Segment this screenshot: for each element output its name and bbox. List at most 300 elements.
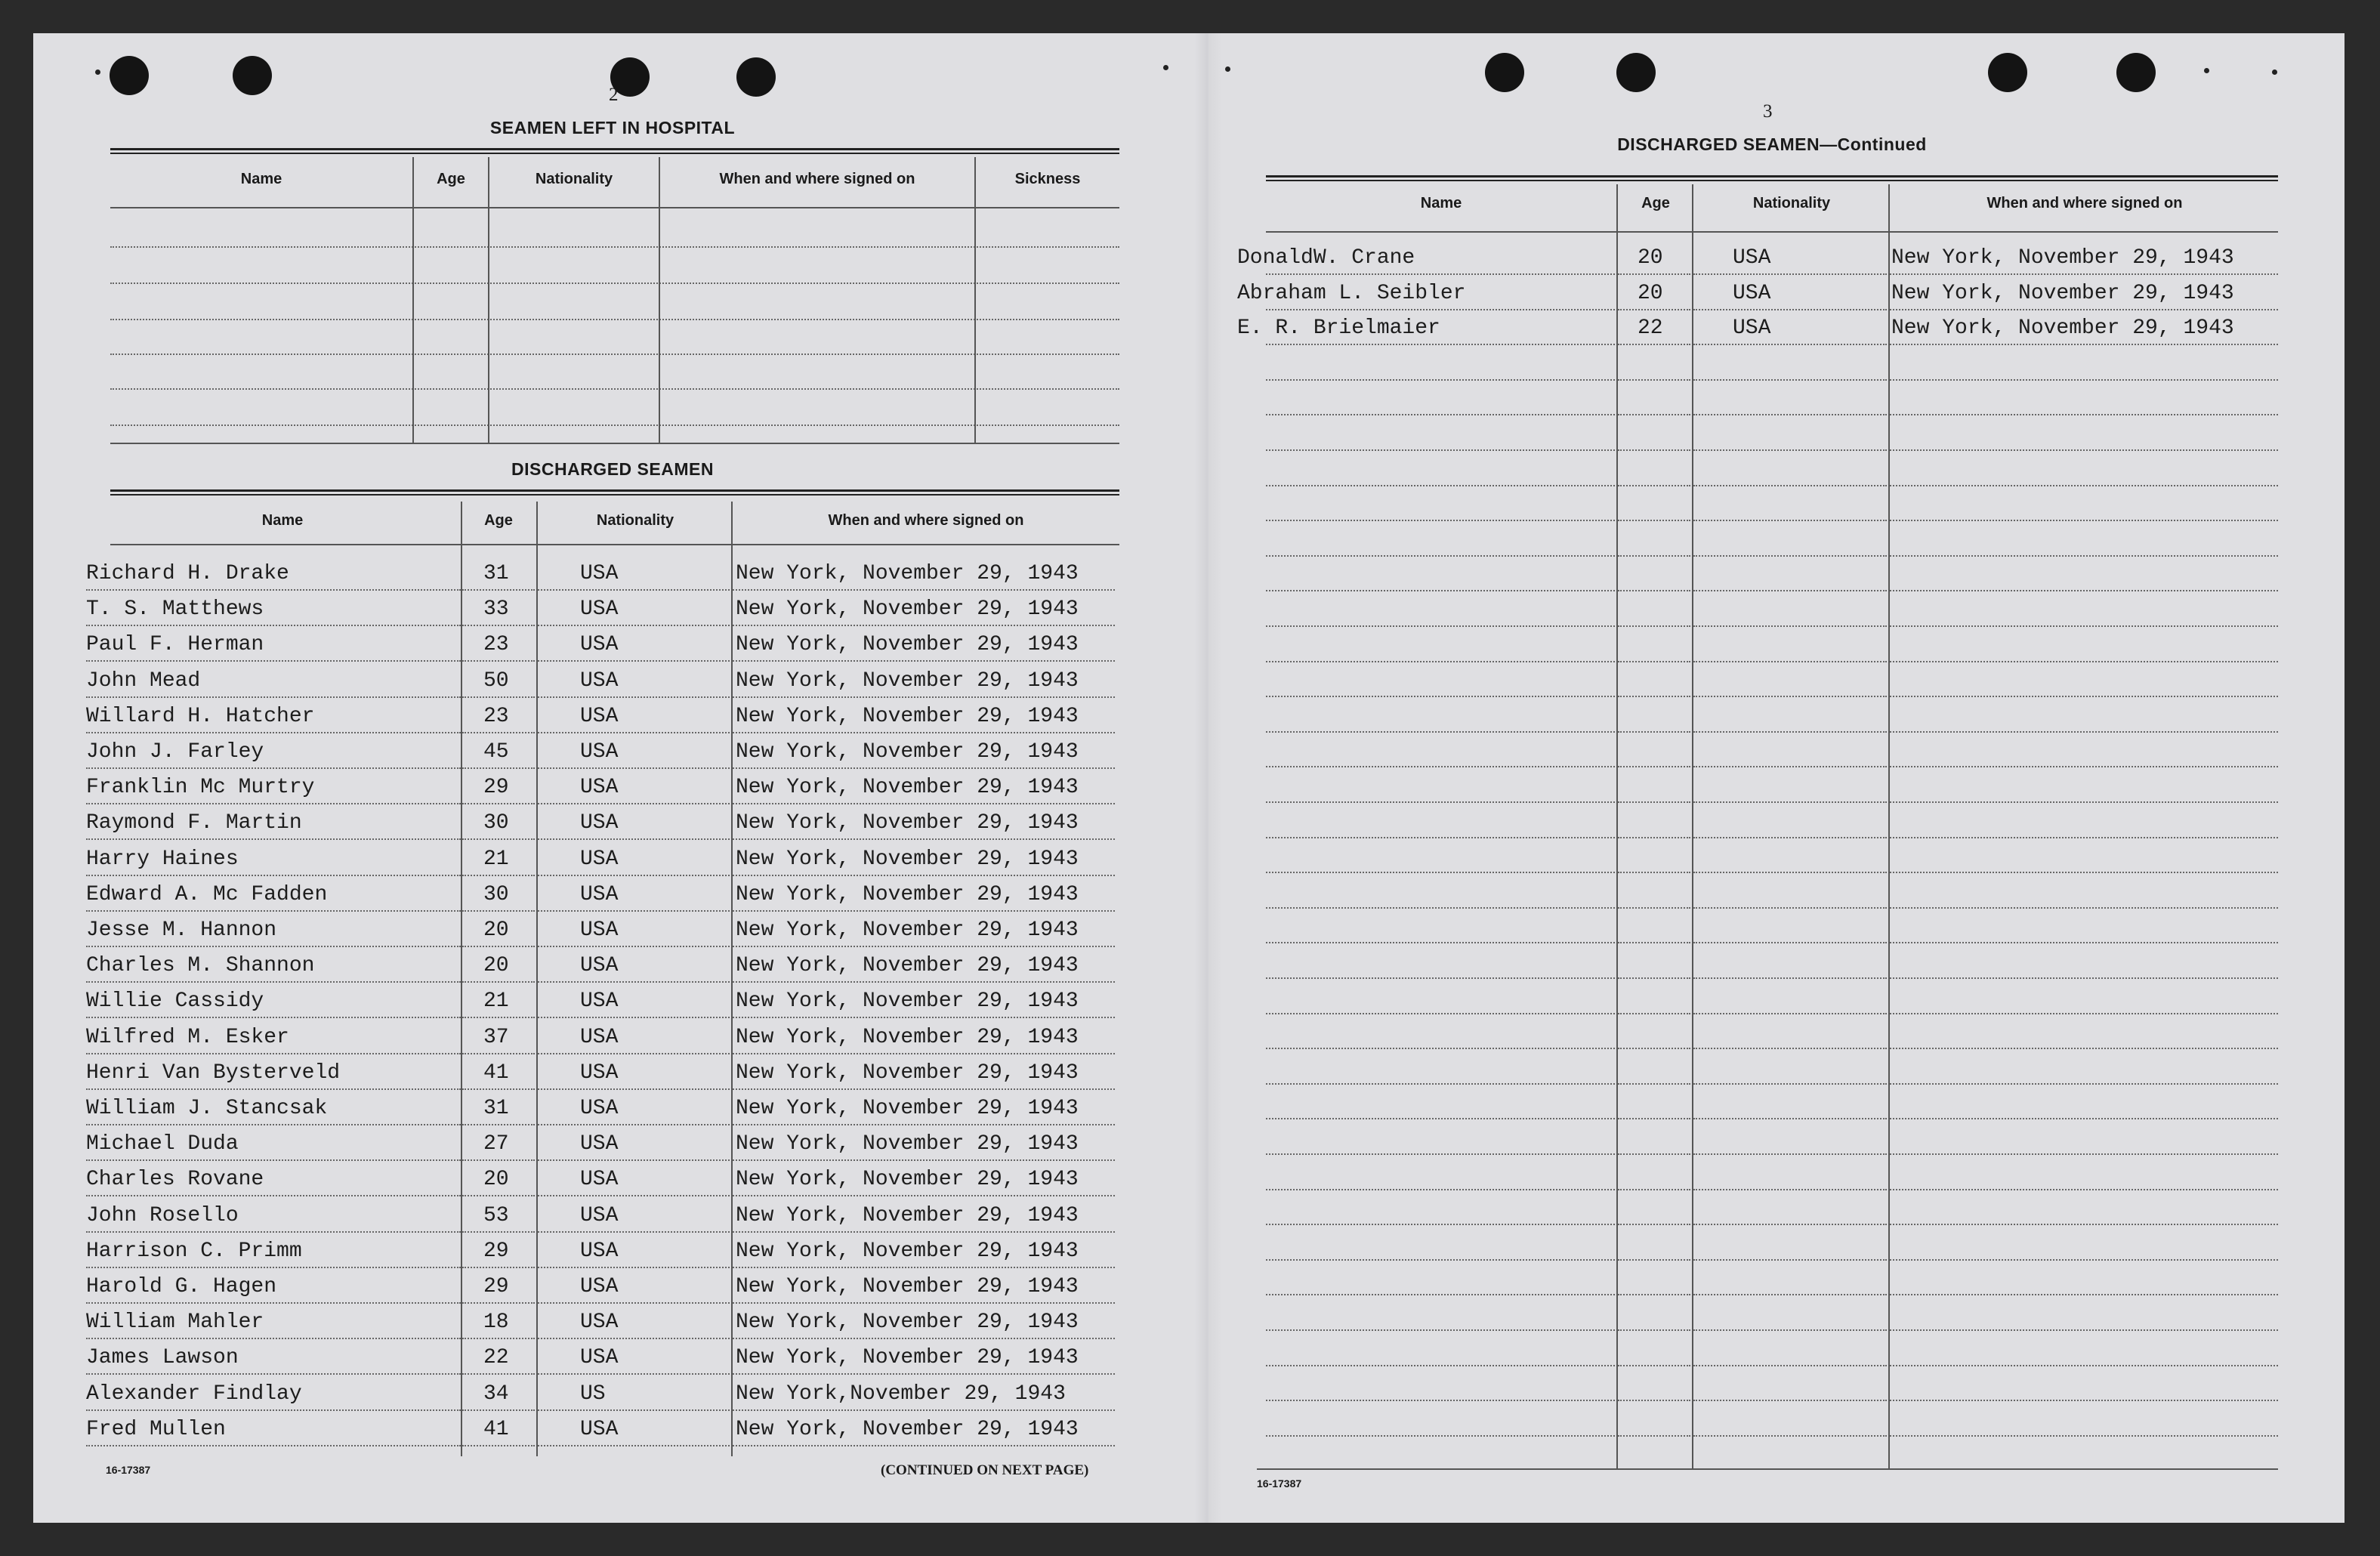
table-row-line [462, 1445, 535, 1446]
table-row-line [86, 910, 461, 912]
table-bottom-rule [1257, 1468, 2278, 1470]
table-row-line [1266, 625, 1615, 627]
table-row-line [538, 803, 730, 804]
table-row-line [1890, 449, 2278, 451]
seaman-name: Fred Mullen [86, 1417, 226, 1441]
table-row-line [86, 1338, 461, 1339]
seaman-name: T. S. Matthews [86, 597, 264, 622]
table-row-line [1693, 1400, 1887, 1401]
binder-hole [110, 56, 149, 95]
seaman-signed-on: New York, November 29, 1943 [736, 847, 1079, 871]
seaman-signed-on: New York,November 29, 1943 [736, 1382, 1066, 1406]
table-row-line [1266, 1083, 1615, 1085]
seaman-signed-on: New York, November 29, 1943 [736, 882, 1079, 906]
table-row-line [1890, 520, 2278, 521]
table-row-line [1618, 1435, 1690, 1437]
header-rule [1266, 231, 2278, 233]
table-row-line [110, 282, 1119, 284]
header-signed-on: When and where signed on [1986, 195, 2183, 211]
header-name: Name [261, 512, 304, 529]
seaman-age: 50 [483, 668, 509, 693]
table-row-line [86, 1409, 461, 1411]
table-row-line [1693, 907, 1887, 909]
seaman-name: DonaldW. Crane [1237, 246, 1415, 270]
table-row-line [538, 838, 730, 840]
seaman-name: Paul F. Herman [86, 633, 264, 657]
table-row-line [1693, 1365, 1887, 1366]
table-row-line [1266, 696, 1615, 697]
table-row-line [1618, 872, 1690, 873]
table-row-line [1266, 449, 1615, 451]
seaman-name: Wilfred M. Esker [86, 1025, 289, 1049]
table-row-line [1693, 344, 1887, 345]
seaman-name: William Mahler [86, 1311, 264, 1335]
seaman-signed-on: New York, November 29, 1943 [736, 668, 1079, 693]
table-row-line [1890, 1400, 2278, 1401]
table-row-line [86, 981, 461, 983]
seaman-nationality: USA [580, 633, 619, 657]
table-row-line [733, 1195, 1115, 1196]
table-row-line [538, 1445, 730, 1446]
header-name: Name [1420, 195, 1462, 211]
seaman-nationality: USA [580, 597, 619, 622]
table-row-line [86, 1373, 461, 1375]
seaman-age: 41 [483, 1060, 509, 1085]
table-row-line [86, 875, 461, 876]
table-row-line [462, 589, 535, 591]
table-row-line [1693, 555, 1887, 557]
seaman-nationality: USA [580, 1060, 619, 1085]
table-row-line [1266, 942, 1615, 943]
seaman-name: Edward A. Mc Fadden [86, 882, 328, 906]
seaman-age: 18 [483, 1311, 509, 1335]
table-row-line [1618, 942, 1690, 943]
table-row-line [1693, 942, 1887, 943]
table-row-line [1266, 414, 1615, 415]
table-row-line [1890, 1048, 2278, 1049]
table-row-line [86, 1231, 461, 1233]
seaman-signed-on: New York, November 29, 1943 [736, 918, 1079, 942]
seaman-name: Harold G. Hagen [86, 1275, 277, 1298]
table-row-line [1618, 485, 1690, 486]
table-row-line [462, 1088, 535, 1090]
table-row-line [462, 803, 535, 804]
table-row-line [462, 696, 535, 698]
speck-mark [2204, 68, 2209, 73]
table-row-line [1618, 1259, 1690, 1261]
table-row-line [1266, 590, 1615, 591]
section-rule [110, 148, 1119, 154]
seaman-nationality: USA [580, 1132, 619, 1156]
seaman-name: John J. Farley [86, 740, 264, 764]
speck-mark [1163, 65, 1168, 70]
page-number: 3 [1763, 101, 1773, 122]
table-row-line [462, 767, 535, 769]
table-row-line [1890, 590, 2278, 591]
table-row-line [1266, 766, 1615, 767]
table-row-line [1618, 661, 1690, 662]
seaman-age: 22 [1638, 316, 1663, 341]
seaman-age: 33 [483, 597, 509, 622]
seaman-name: Henri Van Bysterveld [86, 1060, 341, 1085]
table-row-line [1890, 942, 2278, 943]
seaman-age: 31 [483, 1097, 509, 1120]
table-row-line [1693, 273, 1887, 275]
binder-hole [1988, 53, 2027, 92]
table-row-line [1693, 977, 1887, 979]
column-divider [536, 502, 538, 1456]
table-row-line [538, 910, 730, 912]
table-row-line [1693, 872, 1887, 873]
table-row-line [1693, 309, 1887, 310]
seaman-nationality: USA [1733, 316, 1771, 341]
table-row-line [1266, 731, 1615, 733]
table-row-line [1693, 1013, 1887, 1014]
binder-hole [233, 56, 272, 95]
table-row-line [733, 625, 1115, 626]
table-row-line [1890, 273, 2278, 275]
table-row-line [1266, 837, 1615, 838]
header-age: Age [484, 512, 513, 529]
seaman-signed-on: New York, November 29, 1943 [1891, 316, 2234, 341]
header-name: Name [240, 171, 282, 187]
table-row-line [462, 660, 535, 662]
table-row-line [1890, 1365, 2278, 1366]
table-row-line [1693, 520, 1887, 521]
table-row-line [1618, 1013, 1690, 1014]
table-row-line [86, 1267, 461, 1268]
table-row-line [1618, 520, 1690, 521]
table-row-line [462, 1017, 535, 1018]
seaman-nationality: USA [580, 954, 619, 978]
table-row-line [86, 1017, 461, 1018]
seaman-nationality: USA [580, 1097, 619, 1120]
seaman-name: Harrison C. Primm [86, 1239, 302, 1263]
table-row-line [86, 625, 461, 626]
table-row-line [1618, 1400, 1690, 1401]
table-row-line [1618, 1189, 1690, 1190]
table-row-line [733, 803, 1115, 804]
table-row-line [1890, 731, 2278, 733]
table-row-line [1266, 344, 1615, 345]
seaman-name: Willard H. Hatcher [86, 704, 315, 728]
seaman-signed-on: New York, November 29, 1943 [736, 1311, 1079, 1335]
table-row-line [462, 1302, 535, 1304]
table-row-line [86, 838, 461, 840]
table-row-line [1693, 449, 1887, 451]
column-divider [1692, 184, 1693, 1468]
table-row-line [1266, 1189, 1615, 1190]
table-row-line [1618, 977, 1690, 979]
table-row-line [1890, 1329, 2278, 1331]
seaman-signed-on: New York, November 29, 1943 [736, 597, 1079, 622]
table-row-line [462, 1053, 535, 1054]
table-row-line [462, 625, 535, 626]
table-row-line [1266, 555, 1615, 557]
table-row-line [86, 1053, 461, 1054]
seaman-age: 29 [483, 776, 509, 800]
table-row-line [1693, 837, 1887, 838]
table-row-line [1618, 1294, 1690, 1295]
seaman-signed-on: New York, November 29, 1943 [736, 1025, 1079, 1049]
seaman-signed-on: New York, November 29, 1943 [736, 1417, 1079, 1441]
header-age: Age [437, 171, 465, 187]
table-row-line [538, 1302, 730, 1304]
table-row-line [733, 1124, 1115, 1125]
table-row-line [86, 1124, 461, 1125]
table-row-line [462, 732, 535, 733]
table-row-line [1693, 1224, 1887, 1225]
table-row-line [86, 696, 461, 698]
seaman-signed-on: New York, November 29, 1943 [736, 989, 1079, 1014]
table-row-line [1890, 801, 2278, 803]
table-row-line [1266, 1013, 1615, 1014]
table-row-line [1693, 625, 1887, 627]
table-row-line [1266, 1118, 1615, 1119]
table-row-line [462, 1195, 535, 1196]
header-nationality: Nationality [535, 171, 613, 187]
table-row-line [538, 1267, 730, 1268]
table-row-line [86, 1445, 461, 1446]
seaman-age: 41 [483, 1417, 509, 1441]
table-row-line [1266, 1435, 1615, 1437]
seaman-age: 20 [1638, 246, 1663, 270]
table-row-line [1890, 625, 2278, 627]
table-row-line [462, 1231, 535, 1233]
table-row-line [733, 1445, 1115, 1446]
table-row-line [1618, 1365, 1690, 1366]
seaman-signed-on: New York, November 29, 1943 [736, 776, 1079, 800]
speck-mark [2272, 69, 2277, 75]
seaman-signed-on: New York, November 29, 1943 [1891, 281, 2234, 305]
table-row-line [1618, 1224, 1690, 1225]
binder-hole [1485, 53, 1524, 92]
table-row-line [1693, 1435, 1887, 1437]
table-row-line [1266, 977, 1615, 979]
table-row-line [538, 1231, 730, 1233]
table-row-line [1618, 309, 1690, 310]
seaman-signed-on: New York, November 29, 1943 [736, 1168, 1079, 1192]
seaman-name: John Rosello [86, 1203, 239, 1227]
table-row-line [1890, 1083, 2278, 1085]
seaman-name: John Mead [86, 668, 201, 693]
seaman-name: Franklin Mc Murtry [86, 776, 315, 800]
seaman-age: 20 [483, 1168, 509, 1192]
table-row-line [1618, 414, 1690, 415]
table-row-line [86, 1088, 461, 1090]
table-row-line [86, 732, 461, 733]
table-row-line [733, 696, 1115, 698]
table-row-line [1890, 1224, 2278, 1225]
table-row-line [1693, 766, 1887, 767]
table-row-line [538, 1373, 730, 1375]
table-row-line [462, 838, 535, 840]
seaman-name: Charles M. Shannon [86, 954, 315, 978]
table-row-line [1693, 1189, 1887, 1190]
header-sickness: Sickness [1014, 171, 1081, 187]
seaman-signed-on: New York, November 29, 1943 [736, 1097, 1079, 1120]
seaman-signed-on: New York, November 29, 1943 [736, 811, 1079, 835]
table-row-line [86, 767, 461, 769]
table-row-line [1266, 907, 1615, 909]
form-number: 16-17387 [106, 1464, 151, 1476]
table-row-line [1266, 872, 1615, 873]
seaman-name: Willie Cassidy [86, 989, 264, 1014]
table-row-line [1890, 872, 2278, 873]
table-row-line [1890, 766, 2278, 767]
table-row-line [1890, 1435, 2278, 1437]
hospital-section-title: SEAMEN LEFT IN HOSPITAL [489, 118, 736, 137]
table-row-line [1266, 273, 1615, 275]
table-row-line [538, 589, 730, 591]
seaman-age: 20 [483, 954, 509, 978]
table-row-line [1693, 379, 1887, 381]
table-row-line [462, 1124, 535, 1125]
table-row-line [1693, 1118, 1887, 1119]
table-row-line [1890, 1013, 2278, 1014]
seaman-nationality: USA [580, 668, 619, 693]
table-row-line [1693, 801, 1887, 803]
table-row-line [1693, 1329, 1887, 1331]
table-row-line [733, 946, 1115, 947]
table-row-line [733, 1338, 1115, 1339]
table-row-line [538, 1159, 730, 1161]
table-row-line [1693, 590, 1887, 591]
seaman-age: 20 [1638, 281, 1663, 305]
table-row-line [1890, 309, 2278, 310]
table-row-line [733, 1409, 1115, 1411]
table-row-line [462, 1267, 535, 1268]
seaman-age: 53 [483, 1203, 509, 1227]
header-signed-on: When and where signed on [719, 171, 915, 187]
table-row-line [1618, 1048, 1690, 1049]
seaman-name: Harry Haines [86, 847, 239, 871]
table-row-line [86, 660, 461, 662]
column-divider [659, 157, 660, 443]
table-row-line [538, 946, 730, 947]
seaman-age: 29 [483, 1275, 509, 1298]
table-row-line [538, 660, 730, 662]
column-divider [974, 157, 976, 443]
table-row-line [86, 803, 461, 804]
table-row-line [1618, 1153, 1690, 1155]
table-row-line [1693, 1294, 1887, 1295]
table-row-line [733, 767, 1115, 769]
table-row-line [462, 910, 535, 912]
table-row-line [733, 1017, 1115, 1018]
seaman-age: 27 [483, 1132, 509, 1156]
seaman-name: Jesse M. Hannon [86, 918, 277, 942]
table-row-line [1693, 1259, 1887, 1261]
seaman-age: 30 [483, 811, 509, 835]
seaman-nationality: USA [580, 704, 619, 728]
table-row-line [1266, 1400, 1615, 1401]
table-row-line [86, 589, 461, 591]
column-divider [461, 502, 462, 1456]
table-row-line [538, 981, 730, 983]
table-row-line [1693, 1083, 1887, 1085]
table-row-line [1618, 696, 1690, 697]
seaman-age: 20 [483, 918, 509, 942]
seaman-signed-on: New York, November 29, 1943 [736, 1346, 1079, 1370]
seaman-nationality: USA [1733, 281, 1771, 305]
table-row-line [1618, 766, 1690, 767]
table-row-line [86, 1159, 461, 1161]
seaman-name: Abraham L. Seibler [1237, 281, 1466, 305]
table-row-line [110, 319, 1119, 320]
seaman-signed-on: New York, November 29, 1943 [736, 704, 1079, 728]
seaman-nationality: USA [580, 740, 619, 764]
table-row-line [1890, 837, 2278, 838]
table-row-line [1618, 344, 1690, 345]
seaman-age: 30 [483, 882, 509, 906]
seaman-name: James Lawson [86, 1346, 239, 1370]
table-row-line [1693, 731, 1887, 733]
table-row-line [1890, 555, 2278, 557]
section-rule [110, 489, 1119, 496]
table-row-line [1618, 1083, 1690, 1085]
table-row-line [1618, 555, 1690, 557]
seaman-nationality: USA [580, 882, 619, 906]
seaman-age: 37 [483, 1025, 509, 1049]
seaman-signed-on: New York, November 29, 1943 [736, 1239, 1079, 1263]
seaman-age: 21 [483, 989, 509, 1014]
seaman-signed-on: New York, November 29, 1943 [736, 1203, 1079, 1227]
table-row-line [1890, 696, 2278, 697]
page-fold [1195, 33, 1222, 1523]
seaman-signed-on: New York, November 29, 1943 [736, 954, 1079, 978]
table-row-line [1618, 731, 1690, 733]
table-row-line [462, 1338, 535, 1339]
table-row-line [1618, 801, 1690, 803]
table-row-line [733, 838, 1115, 840]
seaman-name: Raymond F. Martin [86, 811, 302, 835]
table-row-line [1266, 1365, 1615, 1366]
table-row-line [1693, 661, 1887, 662]
table-row-line [538, 1195, 730, 1196]
table-row-line [1693, 1153, 1887, 1155]
table-row-line [538, 1017, 730, 1018]
seaman-nationality: USA [580, 918, 619, 942]
seaman-nationality: USA [580, 1239, 619, 1263]
table-row-line [1618, 1118, 1690, 1119]
table-row-line [462, 1373, 535, 1375]
table-row-line [1890, 414, 2278, 415]
header-age: Age [1641, 195, 1670, 211]
binder-hole [1616, 53, 1656, 92]
table-row-line [733, 660, 1115, 662]
table-row-line [86, 1195, 461, 1196]
header-rule [110, 544, 1119, 545]
table-row-line [733, 1373, 1115, 1375]
seaman-name: E. R. Brielmaier [1237, 316, 1440, 341]
table-row-line [733, 732, 1115, 733]
table-row-line [733, 1267, 1115, 1268]
seaman-nationality: USA [580, 1025, 619, 1049]
table-row-line [1266, 1294, 1615, 1295]
table-row-line [1890, 485, 2278, 486]
table-row-line [110, 246, 1119, 248]
table-row-line [1266, 1329, 1615, 1331]
seaman-name: Richard H. Drake [86, 562, 289, 585]
seaman-signed-on: New York, November 29, 1943 [736, 562, 1079, 585]
table-row-line [1890, 379, 2278, 381]
seaman-nationality: USA [580, 562, 619, 585]
table-row-line [733, 1302, 1115, 1304]
seaman-name: Alexander Findlay [86, 1382, 302, 1406]
table-row-line [1266, 801, 1615, 803]
table-row-line [538, 1338, 730, 1339]
